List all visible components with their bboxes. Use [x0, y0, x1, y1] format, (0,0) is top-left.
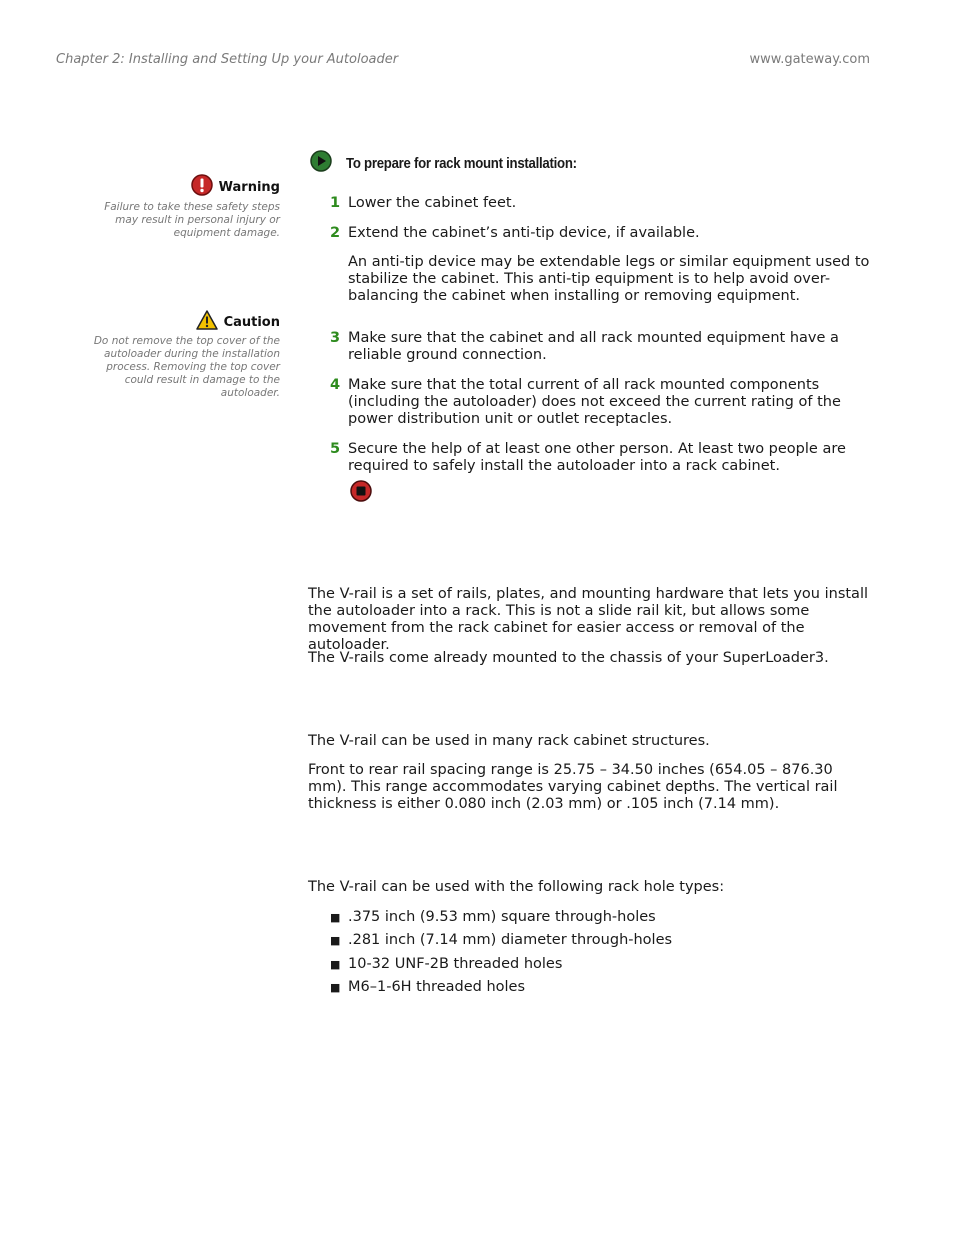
warning-text: Failure to take these safety steps may result in personal injury or equipment damage. [104, 201, 280, 239]
vrail-intro: The V-rail is a set of rails, plates, and mounting hardware that lets you install the autoloader into a rack. This is not a slide rail kit, but allows some movement from the rack cabinet for easier access or removal of the autoloader. [308, 586, 868, 653]
play-icon [310, 150, 332, 176]
step-text: Make sure that the total current of all rack mounted components (including the autoloader) does not exceed the current rating of the power distribution unit or outlet receptacles. [348, 377, 841, 427]
step-text: Make sure that the cabinet and all rack mounted equipment have a reliable ground connection. [348, 330, 839, 363]
vrail-structures: The V-rail can be used in many rack cabinet structures. [308, 733, 710, 749]
step-3 [330, 330, 875, 364]
warning-note [80, 174, 280, 240]
list-item [330, 932, 672, 949]
step-number: 5 [330, 441, 341, 457]
warning-title-text: Warning [218, 179, 280, 195]
list-item-text: M6–1-6H threaded holes [348, 979, 526, 995]
list-item-text: .375 inch (9.53 mm) square through-holes [348, 909, 656, 925]
vrail-mounted: The V-rails come already mounted to the chassis of your SuperLoader3. [308, 650, 829, 666]
chapter-header: Chapter 2: Installing and Setting Up your Autoloader [56, 52, 399, 67]
anti-tip-note: An anti-tip device may be extendable legs or similar equipment used to stabilize the cabinet. This anti-tip equipment is to help avoid over-balancing the cabinet when installing or removing equipment. [348, 254, 870, 304]
step-number: 1 [330, 195, 341, 211]
caution-title-text: Caution [223, 314, 280, 330]
hole-types-intro: The V-rail can be used with the following rack hole types: [308, 879, 725, 895]
website-header: www.gateway.com [749, 52, 870, 67]
procedure-heading-text: To prepare for rack mount installation: [346, 154, 577, 172]
warning-exclamation-icon [191, 174, 213, 200]
step-text: Lower the cabinet feet. [348, 195, 517, 211]
list-item-text: .281 inch (7.14 mm) diameter through-holes [348, 932, 673, 948]
step-number: 2 [330, 225, 341, 241]
step-5 [330, 441, 875, 475]
step-4 [330, 377, 875, 428]
bullet-square-icon: ■ [330, 981, 341, 994]
step-1 [330, 195, 875, 212]
step-2 [330, 225, 875, 242]
step-number: 3 [330, 330, 341, 346]
list-item [330, 909, 656, 926]
bullet-square-icon: ■ [330, 934, 341, 947]
bullet-square-icon: ■ [330, 958, 341, 971]
caution-triangle-icon [196, 310, 218, 334]
list-item [330, 956, 562, 973]
step-text: Secure the help of at least one other person. At least two people are required to safely install the autoloader into a rack cabinet. [348, 441, 846, 474]
caution-text: Do not remove the top cover of the autoloader during the installation process. Removing the top cover could result in damage to the autoloader. [93, 335, 280, 399]
caution-title [196, 310, 280, 334]
step-text: Extend the cabinet’s anti-tip device, if available. [348, 225, 700, 241]
bullet-square-icon: ■ [330, 911, 341, 924]
step-number: 4 [330, 377, 341, 393]
list-item-text: 10-32 UNF-2B threaded holes [348, 956, 563, 972]
procedure-heading [310, 150, 608, 176]
warning-title [191, 174, 280, 200]
stop-icon [350, 480, 372, 506]
vrail-spacing: Front to rear rail spacing range is 25.75 – 34.50 inches (654.05 – 876.30 mm). This range accommodates varying cabinet depths. The vertical rail thickness is either 0.080 inch (2.03 mm) or .105 inch (7.14 mm). [308, 762, 838, 812]
caution-note [80, 310, 280, 400]
list-item [330, 979, 525, 996]
